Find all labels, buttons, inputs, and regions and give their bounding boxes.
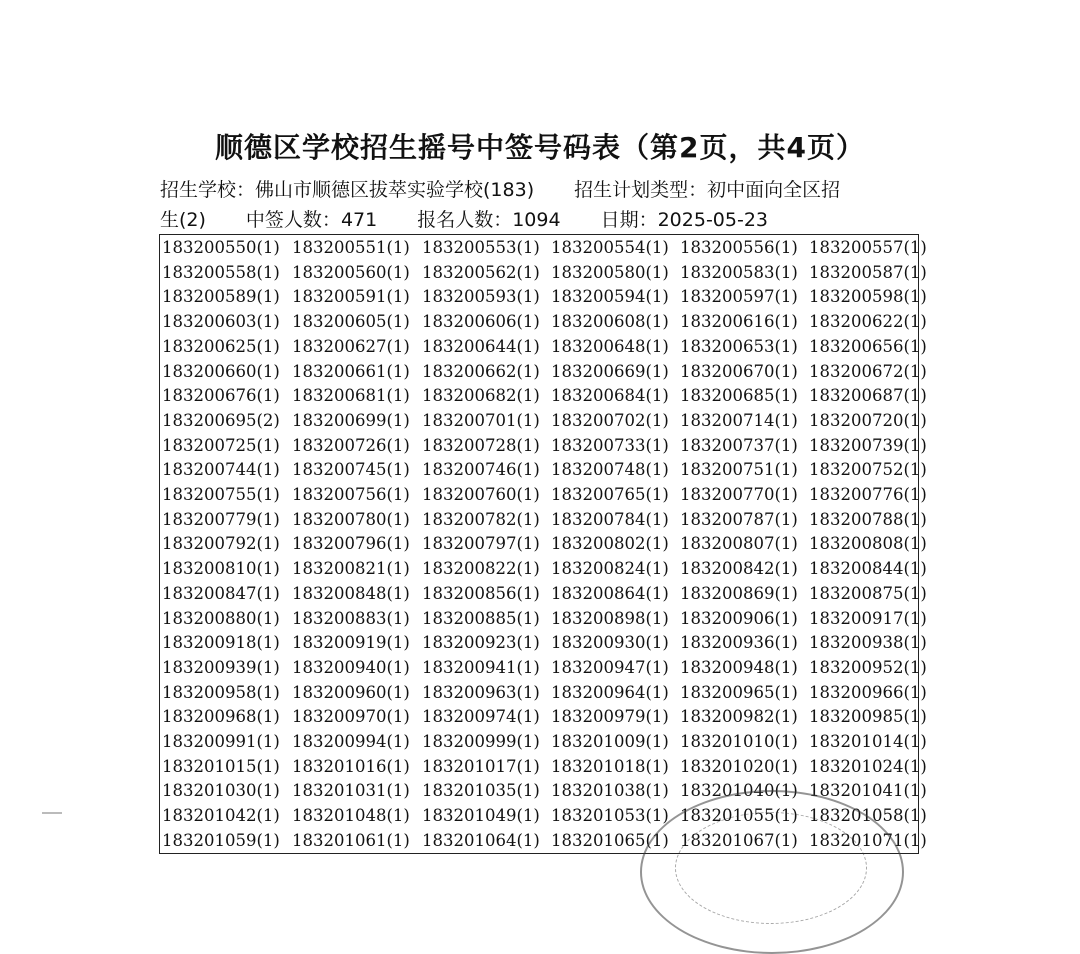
table-cell: 183201067(1): [680, 830, 798, 850]
table-cell: 183201042(1): [162, 806, 280, 826]
table-cell: 183201031(1): [292, 781, 410, 801]
date-value: 2025-05-23: [657, 209, 769, 231]
table-row: [160, 656, 927, 681]
table-cell: 183200991(1): [162, 732, 280, 751]
table-cell: 183200720(1): [809, 410, 927, 430]
table-cell: 183200755(1): [162, 485, 280, 504]
table-cell: 183200941(1): [422, 657, 540, 677]
table-row: [160, 582, 927, 607]
table-cell: 183200733(1): [551, 435, 669, 455]
table-cell: 183200906(1): [680, 608, 798, 628]
table-cell: 183200725(1): [162, 435, 280, 455]
table-cell: 183200681(1): [292, 386, 410, 406]
table-row: [160, 384, 927, 409]
table-cell: 183200807(1): [680, 534, 798, 554]
table-cell: 183201071(1): [809, 830, 927, 850]
table-cell: 183201041(1): [809, 781, 927, 801]
table-cell: 183200594(1): [551, 287, 669, 307]
table-cell: 183200684(1): [551, 386, 669, 406]
table-cell: 183200580(1): [551, 262, 669, 282]
table-row: [160, 360, 927, 385]
table-cell: 183200936(1): [680, 633, 798, 653]
table-cell: 183200745(1): [292, 460, 410, 480]
table-cell: 183200622(1): [809, 312, 927, 332]
table-cell: 183200965(1): [680, 682, 798, 702]
table-cell: 183200923(1): [422, 633, 540, 653]
table-cell: 183200687(1): [809, 386, 927, 406]
table-cell: 183200779(1): [162, 509, 280, 529]
table-cell: 183200669(1): [551, 361, 669, 381]
applicants-label: 报名人数：: [417, 209, 513, 231]
table-cell: 183201048(1): [292, 806, 410, 826]
table-row: [160, 483, 927, 508]
table-row: [160, 631, 927, 656]
table-cell: 183200695(2): [162, 410, 280, 430]
table-cell: 183201038(1): [551, 781, 669, 801]
table-cell: 183201020(1): [680, 756, 798, 776]
table-cell: 183200770(1): [680, 485, 798, 504]
table-cell: 183200842(1): [680, 559, 798, 579]
table-cell: 183200808(1): [809, 534, 927, 554]
table-cell: 183200919(1): [292, 633, 410, 653]
table-cell: 183200739(1): [809, 435, 927, 455]
table-cell: 183200792(1): [162, 534, 280, 554]
table-row: [160, 434, 927, 459]
plan-label: 招生计划类型：: [574, 179, 708, 201]
table-cell: 183200966(1): [809, 682, 927, 702]
table-cell: 183200726(1): [292, 435, 410, 455]
table-cell: 183201055(1): [680, 806, 798, 826]
table-row: [160, 681, 927, 706]
table-cell: 183200883(1): [292, 608, 410, 628]
plan-value: 初中面向全区招: [707, 179, 841, 201]
table-cell: 183200787(1): [680, 509, 798, 529]
table-cell: 183201061(1): [292, 830, 410, 850]
table-cell: 183200994(1): [292, 732, 410, 751]
table-cell: 183200737(1): [680, 435, 798, 455]
table-cell: 183200974(1): [422, 707, 540, 727]
table-cell: 183200963(1): [422, 682, 540, 702]
table-row: [160, 755, 927, 780]
table-cell: 183200898(1): [551, 608, 669, 628]
table-row: [160, 310, 927, 335]
table-cell: 183200748(1): [551, 460, 669, 480]
table-cell: 183200948(1): [680, 657, 798, 677]
table-cell: 183200728(1): [422, 435, 540, 455]
table-cell: 183200587(1): [809, 262, 927, 282]
table-cell: 183201053(1): [551, 806, 669, 826]
table-row: [160, 705, 927, 730]
date-label: 日期：: [600, 209, 658, 231]
table-cell: 183200880(1): [162, 608, 280, 628]
table-cell: 183200685(1): [680, 386, 798, 406]
table-row: [160, 607, 927, 632]
scan-mark: [42, 812, 62, 814]
meta-line-1: [160, 175, 930, 205]
table-cell: 183200958(1): [162, 682, 280, 702]
table-cell: 183200751(1): [680, 460, 798, 480]
table-cell: 183200756(1): [292, 485, 410, 504]
table-row: [160, 508, 927, 533]
table-cell: 183200947(1): [551, 657, 669, 677]
table-cell: 183200780(1): [292, 509, 410, 529]
applicants-value: 1094: [512, 209, 561, 231]
school-value: 佛山市顺德区拔萃实验学校(183): [255, 179, 535, 201]
table-cell: 183200660(1): [162, 361, 280, 381]
table-cell: 183200960(1): [292, 682, 410, 702]
table-cell: 183200856(1): [422, 583, 540, 603]
official-seal-inner-ring: [675, 812, 867, 924]
table-cell: 183200765(1): [551, 485, 669, 504]
table-cell: 183200625(1): [162, 336, 280, 356]
table-cell: 183200556(1): [680, 238, 798, 257]
table-cell: 183200702(1): [551, 410, 669, 430]
winners-label: 中签人数：: [245, 209, 341, 231]
table-cell: 183200744(1): [162, 460, 280, 480]
table-row: [160, 285, 927, 310]
table-cell: 183200939(1): [162, 657, 280, 677]
table-cell: 183201065(1): [551, 830, 669, 850]
table-cell: 183201059(1): [162, 830, 280, 850]
page-title: 顺德区学校招生摇号中签号码表（第2页，共4页）: [215, 131, 865, 164]
table-cell: 183201009(1): [551, 732, 669, 751]
table-cell: 183200964(1): [551, 682, 669, 702]
table-cell: 183200616(1): [680, 312, 798, 332]
table-cell: 183200810(1): [162, 559, 280, 579]
table-cell: 183200672(1): [809, 361, 927, 381]
table-cell: 183201049(1): [422, 806, 540, 826]
table-cell: 183200661(1): [292, 361, 410, 381]
table-cell: 183200714(1): [680, 410, 798, 430]
table-cell: 183200970(1): [292, 707, 410, 727]
table-cell: 183200938(1): [809, 633, 927, 653]
table-cell: 183200591(1): [292, 287, 410, 307]
table-row: [160, 730, 927, 755]
table-cell: 183200662(1): [422, 361, 540, 381]
table-cell: 183200875(1): [809, 583, 927, 603]
table-cell: 183200918(1): [162, 633, 280, 653]
table-cell: 183200796(1): [292, 534, 410, 554]
table-cell: 183200760(1): [422, 485, 540, 504]
table-cell: 183200847(1): [162, 583, 280, 603]
table-cell: 183201018(1): [551, 756, 669, 776]
table-cell: 183200788(1): [809, 509, 927, 529]
table-cell: 183200605(1): [292, 312, 410, 332]
table-cell: 183200824(1): [551, 559, 669, 579]
table-cell: 183200701(1): [422, 410, 540, 430]
table-cell: 183200557(1): [809, 238, 927, 257]
table-cell: 183201014(1): [809, 732, 927, 751]
table-cell: 183201016(1): [292, 756, 410, 776]
table-cell: 183200589(1): [162, 287, 280, 307]
table-cell: 183200699(1): [292, 410, 410, 430]
table-row: [160, 261, 927, 286]
meta-line-2: [160, 205, 930, 235]
table-cell: 183200968(1): [162, 707, 280, 727]
table-cell: 183200802(1): [551, 534, 669, 554]
table-cell: 183200782(1): [422, 509, 540, 529]
table-cell: 183200551(1): [292, 238, 410, 257]
table-cell: 183200653(1): [680, 336, 798, 356]
table-cell: 183200682(1): [422, 386, 540, 406]
plan-value-continued: 生(2): [160, 209, 206, 231]
table-cell: 183201015(1): [162, 756, 280, 776]
table-row: [160, 236, 927, 261]
table-cell: 183200822(1): [422, 559, 540, 579]
table-cell: 183200560(1): [292, 262, 410, 282]
table-cell: 183200752(1): [809, 460, 927, 480]
table-cell: 183200776(1): [809, 485, 927, 504]
table-cell: 183201017(1): [422, 756, 540, 776]
table-cell: 183200648(1): [551, 336, 669, 356]
table-cell: 183201010(1): [680, 732, 798, 751]
table-cell: 183200844(1): [809, 559, 927, 579]
table-cell: 183200864(1): [551, 583, 669, 603]
table-cell: 183200656(1): [809, 336, 927, 356]
table-cell: 183200670(1): [680, 361, 798, 381]
table-cell: 183201030(1): [162, 781, 280, 801]
table-cell: 183200999(1): [422, 732, 540, 751]
table-cell: 183200784(1): [551, 509, 669, 529]
table-cell: 183201024(1): [809, 756, 927, 776]
table-cell: 183200676(1): [162, 386, 280, 406]
table-cell: 183200940(1): [292, 657, 410, 677]
table-cell: 183200553(1): [422, 238, 540, 257]
table-cell: 183200917(1): [809, 608, 927, 628]
table-cell: 183200848(1): [292, 583, 410, 603]
school-label: 招生学校：: [160, 179, 256, 201]
table-cell: 183200979(1): [551, 707, 669, 727]
table-cell: 183200598(1): [809, 287, 927, 307]
table-cell: 183200603(1): [162, 312, 280, 332]
table-cell: 183200627(1): [292, 336, 410, 356]
table-cell: 183200985(1): [809, 707, 927, 727]
table-cell: 183201064(1): [422, 830, 540, 850]
table-cell: 183200644(1): [422, 336, 540, 356]
table-cell: 183200821(1): [292, 559, 410, 579]
table-cell: 183201058(1): [809, 806, 927, 826]
table-cell: 183200583(1): [680, 262, 798, 282]
table-cell: 183200593(1): [422, 287, 540, 307]
table-cell: 183200869(1): [680, 583, 798, 603]
table-cell: 183200952(1): [809, 657, 927, 677]
table-cell: 183200746(1): [422, 460, 540, 480]
table-cell: 183200608(1): [551, 312, 669, 332]
table-row: [160, 335, 927, 360]
table-cell: 183200885(1): [422, 608, 540, 628]
table-row: [160, 409, 927, 434]
table-row: [160, 557, 927, 582]
table-cell: 183200550(1): [162, 238, 280, 257]
table-row: [160, 458, 927, 483]
table-cell: 183200606(1): [422, 312, 540, 332]
table-cell: 183201040(1): [680, 781, 798, 801]
winners-value: 471: [340, 209, 378, 231]
table-cell: 183200797(1): [422, 534, 540, 554]
table-cell: 183200562(1): [422, 262, 540, 282]
table-cell: 183201035(1): [422, 781, 540, 801]
table-cell: 183200597(1): [680, 287, 798, 307]
table-cell: 183200982(1): [680, 707, 798, 727]
table-cell: 183200554(1): [551, 238, 669, 257]
table-row: [160, 532, 927, 557]
winning-numbers-table: [159, 234, 927, 854]
table-cell: 183200558(1): [162, 262, 280, 282]
table-cell: 183200930(1): [551, 633, 669, 653]
